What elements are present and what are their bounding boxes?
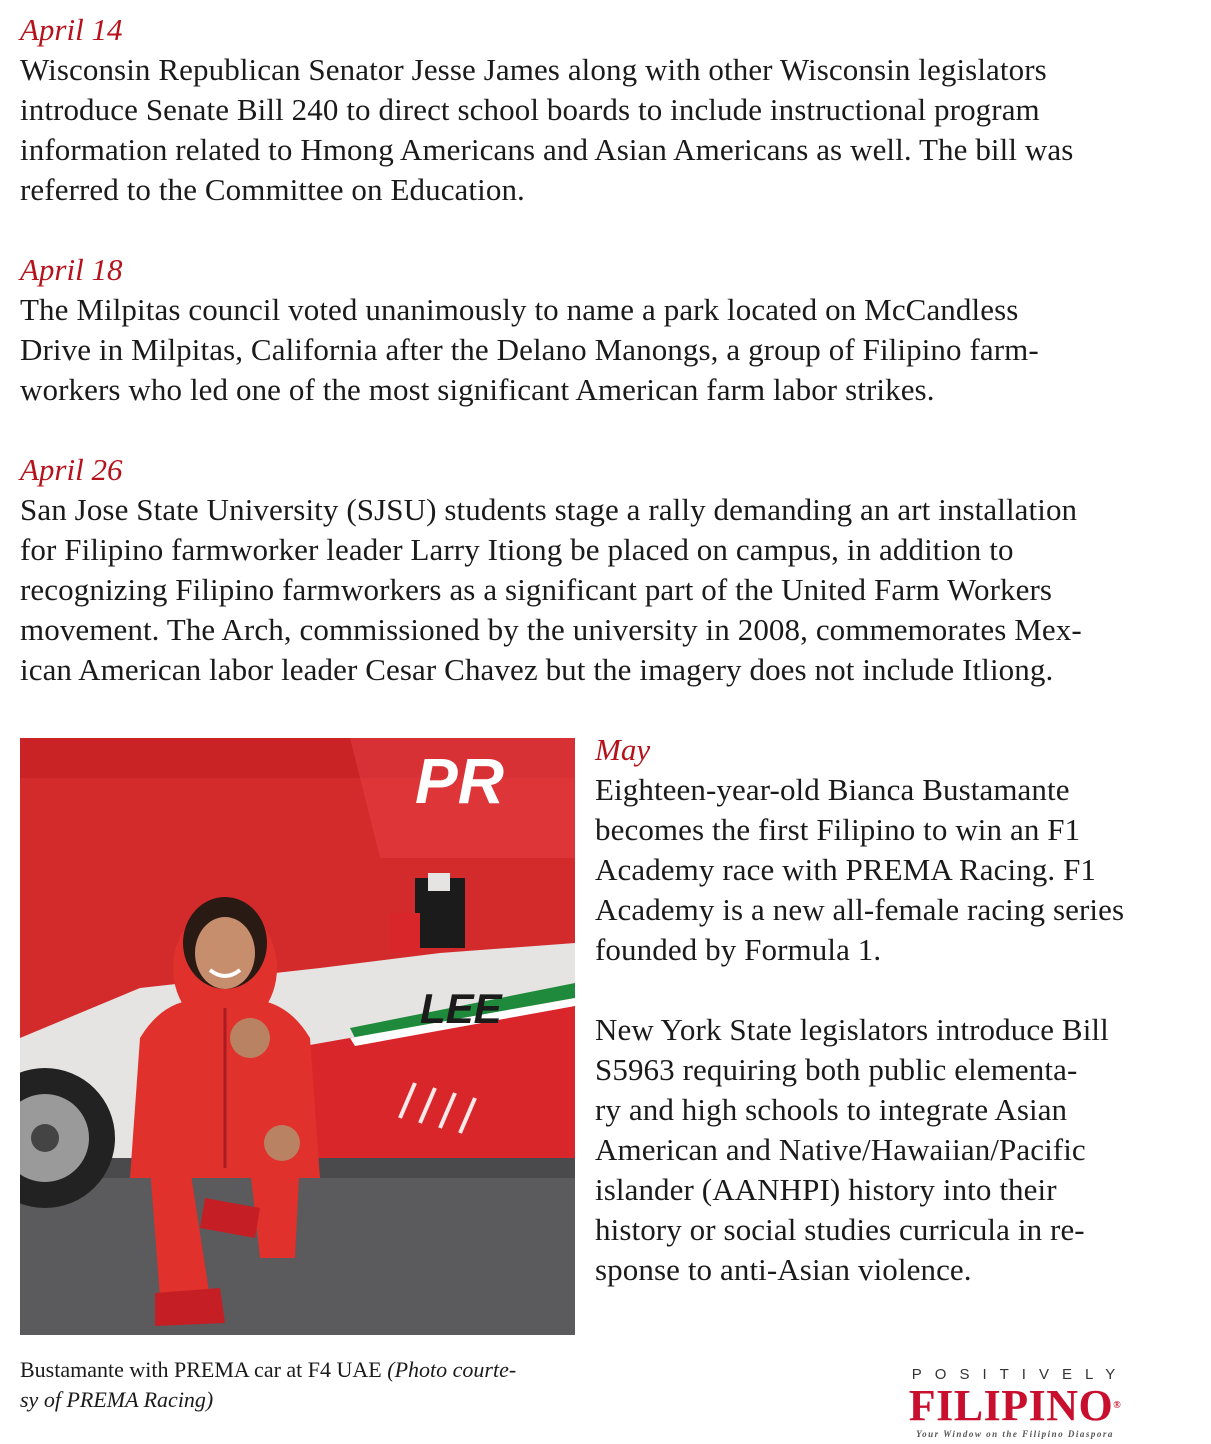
text-line: Academy is a new all-female racing series	[595, 892, 1125, 927]
entry-body	[20, 490, 1170, 690]
logo-top-text: POSITIVELY	[911, 1366, 1129, 1383]
text-line: founded by Formula 1.	[595, 932, 882, 967]
entry-body	[20, 290, 1170, 410]
text-line: becomes the first Filipino to win an F1	[595, 812, 1081, 847]
entry-april-14	[20, 10, 1170, 210]
text-line: Eighteen-year-old Bianca Bustamante	[595, 772, 1070, 807]
text-line: islander (AANHPI) history into their	[595, 1172, 1057, 1207]
text-line: movement. The Arch, commissioned by the university in 2008, commemorates Mex-	[20, 612, 1082, 647]
logo-tagline: Your Window on the Filipino Diaspora	[916, 1429, 1114, 1439]
caption-line-1	[20, 1355, 580, 1385]
car-sponsor: LEE	[420, 985, 502, 1032]
text-line: ry and high schools to integrate Asian	[595, 1092, 1068, 1127]
caption-credit-line-2: sy of PREMA Racing)	[20, 1387, 214, 1412]
text-line: Wisconsin Republican Senator Jesse James along with other Wisconsin legislators	[20, 52, 1047, 87]
text-line: for Filipino farmworker leader Larry Itiong be placed on campus, in addition to	[20, 532, 1014, 567]
caption-text: Bustamante with PREMA car at F4 UAE	[20, 1357, 388, 1382]
logo-main-text: FILIPINO	[908, 1381, 1114, 1430]
text-line: introduce Senate Bill 240 to direct school boards to include instructional program	[20, 92, 1040, 127]
entry-april-26	[20, 450, 1170, 690]
logo-main	[895, 1381, 1135, 1430]
text-line: Drive in Milpitas, California after the Delano Manongs, a group of Filipino farm-	[20, 332, 1039, 367]
text-line: S5963 requiring both public elementa-	[595, 1052, 1078, 1087]
text-line: information related to Hmong Americans and Asian Americans as well. The bill was	[20, 132, 1074, 167]
text-line: American and Native/Hawaiian/Pacific	[595, 1132, 1086, 1167]
may-paragraph-2	[595, 1010, 1165, 1290]
positively-filipino-logo	[895, 1366, 1135, 1442]
may-paragraph-1	[595, 770, 1165, 970]
text-line: Academy race with PREMA Racing. F1	[595, 852, 1097, 887]
entry-may	[595, 730, 1165, 1330]
bustamante-photo	[20, 738, 575, 1335]
entry-body	[20, 50, 1170, 210]
entry-april-18	[20, 250, 1170, 410]
text-line: San Jose State University (SJSU) students stage a rally demanding an art installation	[20, 492, 1078, 527]
text-line: sponse to anti-Asian violence.	[595, 1252, 972, 1287]
registered-mark: ®	[1113, 1400, 1122, 1411]
entry-date: April 26	[20, 452, 123, 487]
text-line: referred to the Committee on Education.	[20, 172, 525, 207]
caption-credit: (Photo courte-	[387, 1357, 517, 1382]
photo-illustration	[20, 738, 575, 1335]
entry-date: April 18	[20, 252, 123, 287]
entry-date: April 14	[20, 12, 123, 47]
entry-date: May	[595, 732, 651, 767]
text-line: New York State legislators introduce Bill	[595, 1012, 1109, 1047]
text-line: history or social studies curricula in re-	[595, 1212, 1085, 1247]
text-line: recognizing Filipino farmworkers as a significant part of the United Farm Workers	[20, 572, 1053, 607]
photo-caption	[20, 1355, 580, 1415]
text-line: workers who led one of the most significant American farm labor strikes.	[20, 372, 935, 407]
text-line: ican American labor leader Cesar Chavez but the imagery does not include Itliong.	[20, 652, 1054, 687]
car-lettering: PR	[415, 745, 504, 817]
text-line: The Milpitas council voted unanimously to name a park located on McCandless	[20, 292, 1019, 327]
